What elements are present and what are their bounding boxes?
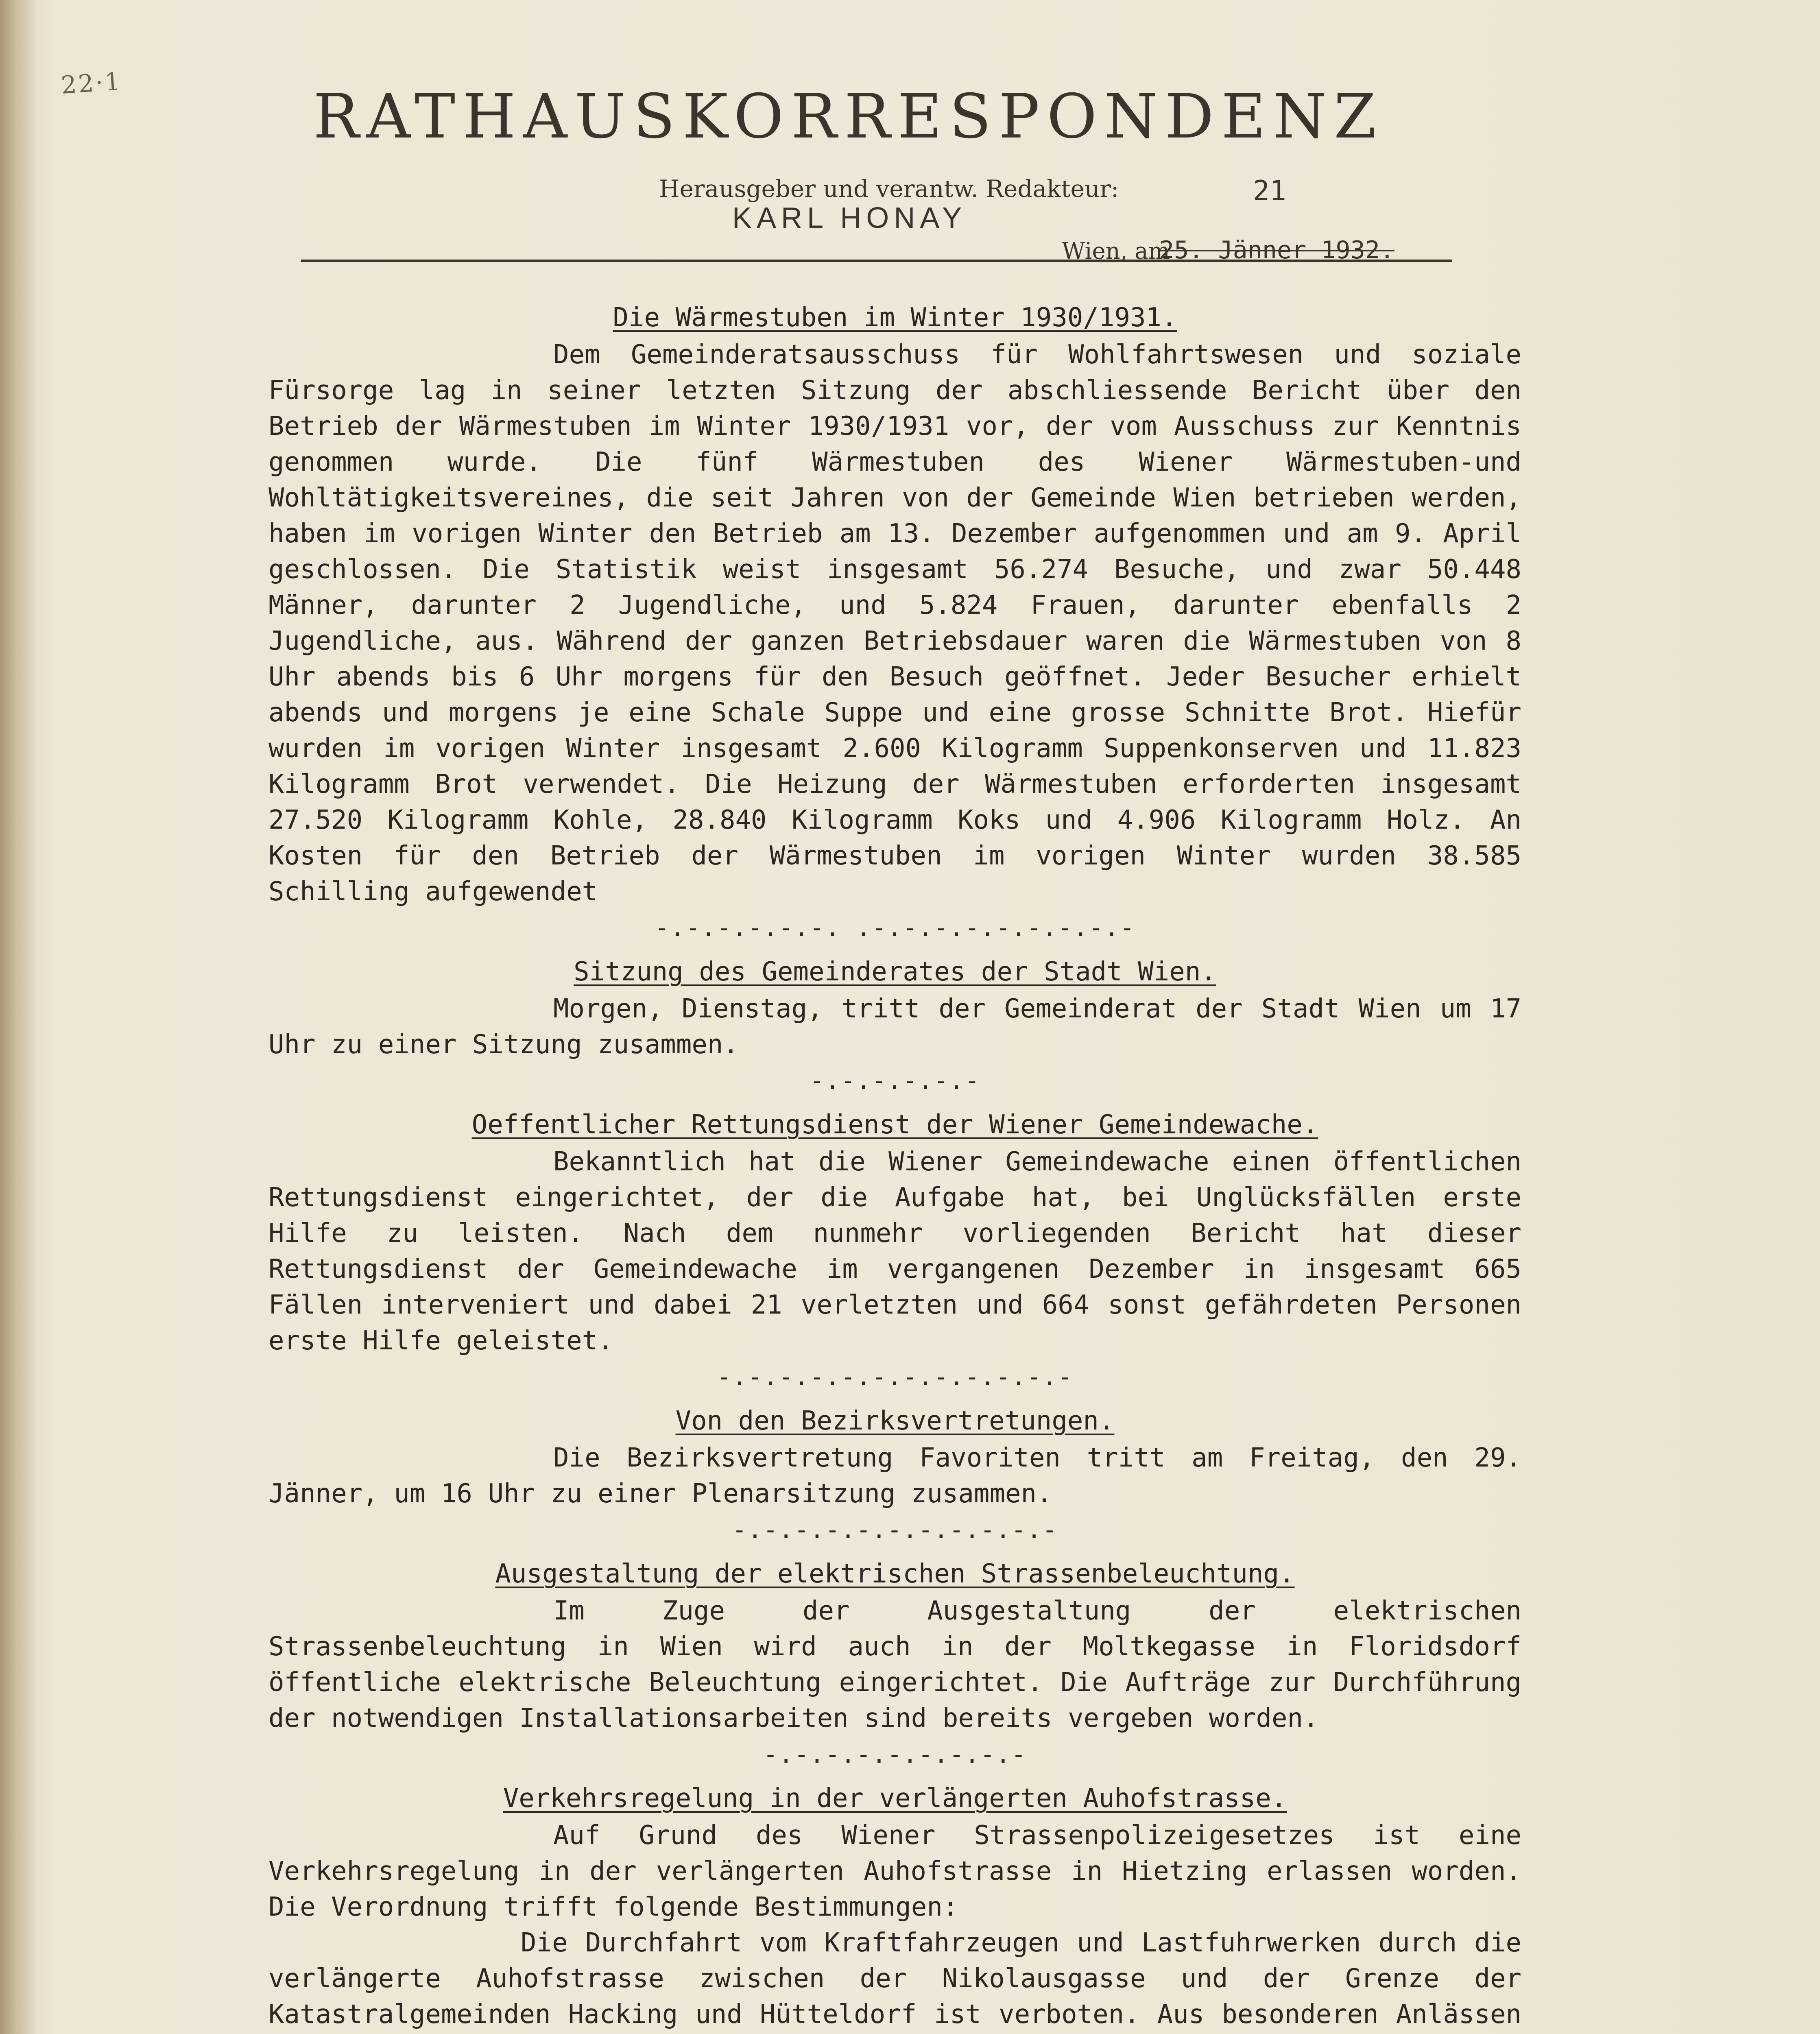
- article-paragraph: Die Bezirksvertretung Favoriten tritt am Freitag, den 29. Jänner, um 16 Uhr zu einer Plenarsitzung zusammen.: [268, 1443, 1521, 1509]
- article-waermestuben: [268, 301, 1521, 944]
- article-separator: -.-.-.-.-.-.-.-.-.-.-.-: [716, 1363, 1074, 1391]
- publisher-line: Herausgeber und verantw. Redakteur:: [659, 175, 1119, 203]
- article-separator: -.-.-.-.-.-.-.-.-: [763, 1740, 1027, 1769]
- masthead-title: RATHAUSKORRESPONDENZ: [313, 81, 1384, 152]
- article-headline: Sitzung des Gemeinderates der Stadt Wien.: [574, 957, 1216, 987]
- article-paragraph: Auf Grund des Wiener Strassenpolizeigesetzes ist eine Verkehrsregelung in der verlängerten Auhofstrasse in Hietzing erlassen worden. Die Verordnung trifft folgende Bestimmungen:: [268, 1820, 1521, 1922]
- binding-shadow: [0, 0, 37, 2034]
- article-verkehrsregelung: [268, 1782, 1521, 2034]
- margin-note: 22·1: [60, 67, 123, 100]
- article-paragraph: Die Durchfahrt vom Kraftfahrzeugen und Lastfuhrwerken durch die verlängerte Auhofstrasse zwischen der Nikolausgasse und der Grenze der Katastralgemeinden Hacking und Hütteldorf ist verboten. Aus besonderen Anlässen: [268, 1928, 1521, 2030]
- article-separator: -.-.-.-.-.-: [810, 1067, 980, 1095]
- article-separator: -.-.-.-.-.-. .-.-.-.-.-.-.-.-.-: [655, 914, 1135, 942]
- article-bezirksvertretungen: [268, 1404, 1521, 1546]
- article-paragraph: Dem Gemeinderatsausschuss für Wohlfahrtswesen und soziale Fürsorge lag in seiner letzten Sitzung der abschliessende Bericht über den Betrieb der Wärmestuben im Winter 1930/1931 vor, der vom Ausschuss zur Kenntnis genommen wurde. Die fünf Wärmestuben des Wiener Wärmestuben-und Wohltätigkeitsvereines, die seit Jahren von der Gemeinde Wien betrieben werden, haben im vorigen Winter den Betrieb am 13. Dezember aufgenommen und am 9. April geschlossen. Die Statistik weist insgesamt 56.274 Besuche, und zwar 50.448 Männer, darunter 2 Jugendliche, und 5.824 Frauen, darunter ebenfalls 2 Jugendliche, aus. Während der ganzen Betriebsdauer waren die Wärmestuben von 8 Uhr abends bis 6 Uhr morgens für den Besuch geöffnet. Jeder Besucher erhielt abends und morgens je eine Schale Suppe und eine grosse Schnitte Brot. Hiefür wurden im vorigen Winter insgesamt 2.600 Kilogramm Suppenkonserven und 11.823 Kilogramm Brot verwendet. Die Heizung der Wärmestuben erforderten insgesamt 27.520 Kilogramm Kohle, 28.840 Kilogramm Koks und 4.906 Kilogramm Holz. An Kosten für den Betrieb der Wärmestuben im vorigen Winter wurden 38.585 Schilling aufgewendet: [268, 340, 1521, 907]
- date-value: 25. Jänner 1932.: [1159, 236, 1394, 264]
- article-paragraph: Morgen, Dienstag, tritt der Gemeinderat der Stadt Wien um 17 Uhr zu einer Sitzung zusammen.: [268, 994, 1521, 1060]
- article-headline: Ausgestaltung der elektrischen Strassenbeleuchtung.: [495, 1559, 1295, 1589]
- article-paragraph: Bekanntlich hat die Wiener Gemeindewache einen öffentlichen Rettungsdienst eingerichtet, der die Aufgabe hat, bei Unglücksfällen erste Hilfe zu leisten. Nach dem nunmehr vorliegenden Bericht hat dieser Rettungsdienst der Gemeindewache im vergangenen Dezember in insgesamt 665 Fällen interveniert und dabei 21 verletzten und 664 sonst gefährdeten Personen erste Hilfe geleistet.: [268, 1147, 1521, 1356]
- article-paragraph: Im Zuge der Ausgestaltung der elektrischen Strassenbeleuchtung in Wien wird auch in der Moltkegasse in Floridsdorf öffentliche elektrische Beleuchtung eingerichtet. Die Aufträge zur Durchführung der notwendigen Installationsarbeiten sind bereits vergeben worden.: [268, 1596, 1521, 1733]
- article-headline: Oeffentlicher Rettungsdienst der Wiener Gemeindewache.: [471, 1110, 1318, 1140]
- article-headline: Die Wärmestuben im Winter 1930/1931.: [613, 303, 1177, 333]
- masthead-rule: [301, 260, 1452, 262]
- article-separator: -.-.-.-.-.-.-.-.-.-.-: [732, 1516, 1058, 1544]
- article-headline: Verkehrsregelung in der verlängerten Auhofstrasse.: [503, 1783, 1287, 1814]
- article-gemeinderat: [268, 955, 1521, 1097]
- article-headline: Von den Bezirksvertretungen.: [675, 1406, 1115, 1436]
- article-rettungsdienst: [268, 1108, 1521, 1393]
- editor-name: KARL HONAY: [732, 202, 967, 234]
- article-strassenbeleuchtung: [268, 1557, 1521, 1770]
- issue-number: 21: [1253, 175, 1286, 207]
- date-label: Wien, am: [1062, 238, 1170, 264]
- article-list: [268, 301, 1521, 2034]
